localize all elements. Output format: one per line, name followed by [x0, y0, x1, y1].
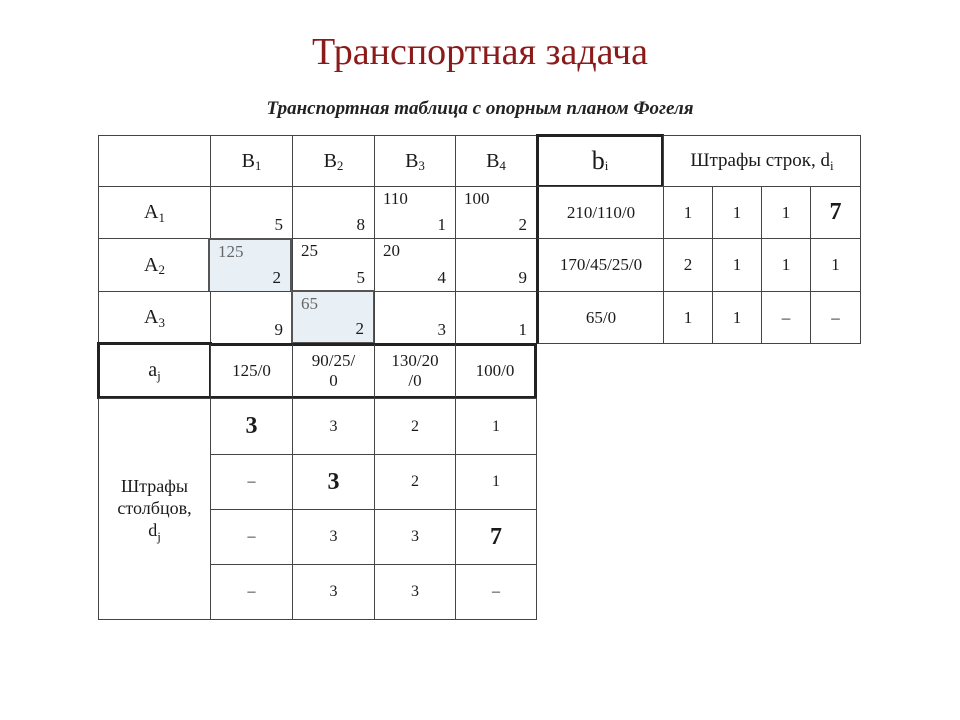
- table-cell: 1: [455, 291, 537, 344]
- row-penalty: –: [810, 291, 861, 344]
- header-b4: B 4: [455, 135, 537, 187]
- column-penalty: 3: [292, 564, 375, 620]
- column-penalties-label: Штрафы столбцов, $d_j$: [98, 398, 211, 620]
- column-penalty: 2: [374, 398, 456, 455]
- table-cell-basis: 125 2: [208, 238, 292, 293]
- column-penalty: 2: [374, 454, 456, 510]
- row-penalty: 1: [712, 291, 762, 344]
- table-cell: 25 5: [292, 238, 375, 292]
- demand-cell: 130/20 /0: [374, 343, 456, 399]
- column-penalty: 3: [374, 509, 456, 565]
- row-penalty: 1: [712, 238, 762, 292]
- column-penalty: –: [210, 509, 293, 565]
- table-cell: 110 1: [374, 186, 456, 239]
- column-penalty: 3: [292, 398, 375, 455]
- row-penalty-max: 7: [810, 186, 861, 239]
- table-cell: 8: [292, 186, 375, 239]
- table-cell: 9: [455, 238, 537, 292]
- table-cell: 5: [210, 186, 293, 239]
- demand-cell: 125/0: [210, 343, 293, 399]
- page-title: Транспортная задача: [312, 31, 648, 73]
- row-penalty: 1: [761, 186, 811, 239]
- header-row-penalties: Штрафы строк, d i: [663, 135, 861, 187]
- supply-cell: 65/0: [536, 291, 664, 344]
- column-penalty: –: [210, 564, 293, 620]
- header-b3: B 3: [374, 135, 456, 187]
- supply-cell: 170/45/25/0: [536, 238, 664, 292]
- table-cell: 100 2: [455, 186, 537, 239]
- row-penalty: 2: [663, 238, 713, 292]
- demand-cell: 100/0: [455, 343, 537, 399]
- column-penalty: 1: [455, 398, 537, 455]
- row-penalty: 1: [810, 238, 861, 292]
- table-cell: 9: [210, 291, 293, 344]
- corner-cell: [98, 135, 211, 187]
- table-caption: Транспортная таблица с опорным планом Фогеля: [266, 98, 694, 119]
- demand-cell: 90/25/ 0: [292, 343, 375, 399]
- table-cell-basis: 65 2: [291, 290, 375, 344]
- supply-cell: 210/110/0: [536, 186, 664, 239]
- row-penalty: 1: [761, 238, 811, 292]
- column-penalty-max: 3: [210, 398, 293, 455]
- row-label-a1: A 1: [98, 186, 211, 239]
- table-cell: 3: [374, 291, 456, 344]
- row-penalty: 1: [712, 186, 762, 239]
- demand-label: a j: [97, 342, 212, 399]
- column-penalty: 3: [374, 564, 456, 620]
- header-bi: b i: [536, 134, 664, 188]
- header-b2: B 2: [292, 135, 375, 187]
- column-penalty: –: [455, 564, 537, 620]
- row-penalty: 1: [663, 186, 713, 239]
- row-label-a2: A 2: [98, 238, 211, 292]
- row-penalty: 1: [663, 291, 713, 344]
- column-penalty-max: 7: [455, 509, 537, 565]
- column-penalty: 3: [292, 509, 375, 565]
- header-b1: B 1: [210, 135, 293, 187]
- column-penalty: 1: [455, 454, 537, 510]
- column-penalty-max: 3: [292, 454, 375, 510]
- row-penalty: –: [761, 291, 811, 344]
- column-penalty: –: [210, 454, 293, 510]
- row-label-a3: A 3: [98, 291, 211, 344]
- table-cell: 20 4: [374, 238, 456, 292]
